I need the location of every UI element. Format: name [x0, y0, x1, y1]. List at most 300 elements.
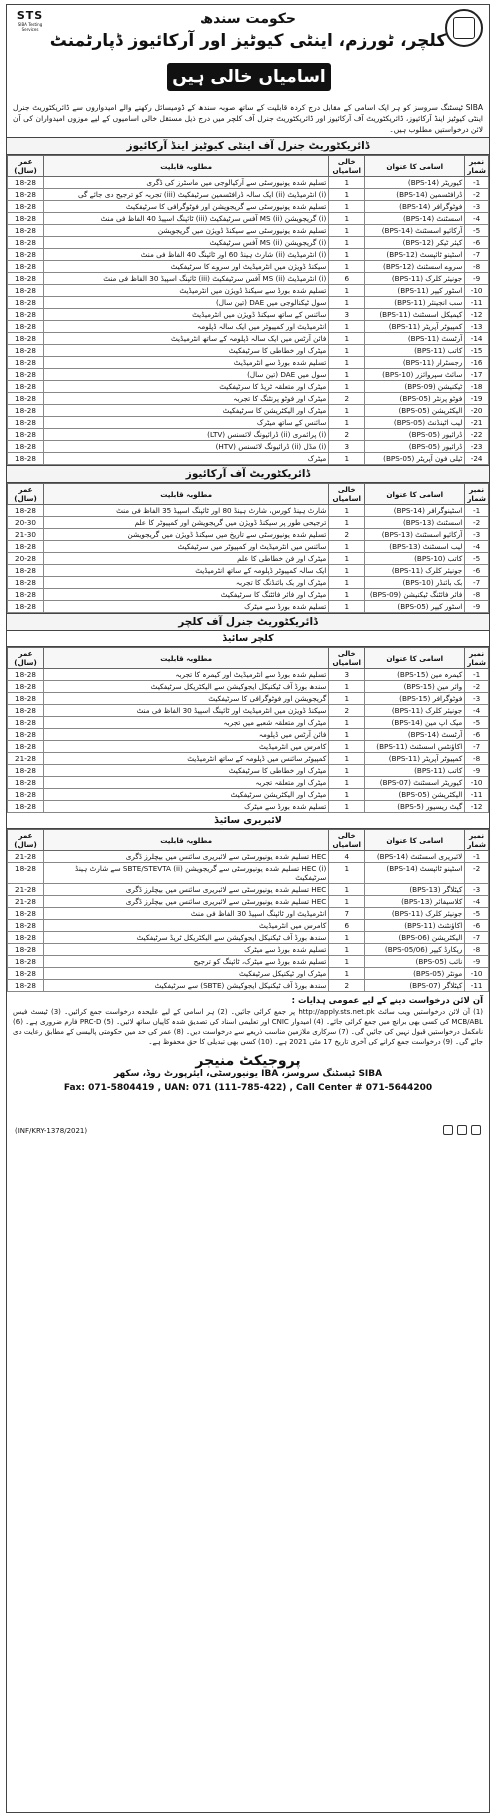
cell-sn: 2- [465, 517, 489, 529]
cell-sn: 4- [465, 896, 489, 908]
cell-qualification: (i) انٹرمیڈیٹ (ii) شارٹ ہینڈ 60 اور ٹائپنگ 40 الفاظ فی منٹ [44, 249, 329, 261]
cell-vacancies: 1 [329, 357, 365, 369]
column-header-vacancies: خالی اسامیاں [329, 648, 365, 669]
table-row [8, 201, 489, 213]
cell-sn: 13- [465, 321, 489, 333]
intro-paragraph: SIBA ٹیسٹنگ سروسز کو ہر ایک اسامی کے مقابل درج کردہ قابلیت کے ساتھ صوبہ سندھ کے ڈومیسائل رکھنے والے امیدواروں سے ڈائریکٹوریٹ جنرل اینٹی کیوٹیز اینڈ آرکائیوز، ڈائریکٹوریٹ آف آرکائیوز اور ڈائریکٹوریٹ جنرل آف کلچر میں درج ذیل مستقل خالی اسامیوں کے لیے موزوں امیدواران کی آن لائن درخواستیں مطلوب ہیں۔ [13, 103, 483, 134]
cell-post: کاتب (BPS-11) [365, 765, 465, 777]
section-title: ڈائریکٹوریٹ جنرل آف کلچر [7, 613, 489, 631]
subsection-title: لائبریری سائیڈ [7, 813, 489, 829]
cell-post: نائب (BPS-05) [365, 956, 465, 968]
cell-vacancies: 1 [329, 177, 365, 189]
table-row [8, 297, 489, 309]
cell-sn: 20- [465, 405, 489, 417]
cell-age: 18-28 [8, 565, 44, 577]
cell-post: آرٹسٹ (BPS-11) [365, 333, 465, 345]
cell-qualification: سیکنڈ ڈویژن میں انٹرمیڈیٹ اور سروے کا سرٹیفکیٹ [44, 261, 329, 273]
cell-sn: 21- [465, 417, 489, 429]
cell-post: جونیئر کلرک (BPS-11) [365, 705, 465, 717]
cell-qualification: میٹرک اور الیکٹریشن سرٹیفکیٹ [44, 789, 329, 801]
cell-sn: 5- [465, 908, 489, 920]
table-row [8, 920, 489, 932]
cell-qualification: کمپیوٹر سائنس میں ڈپلومہ کے ساتھ انٹرمیڈیٹ [44, 753, 329, 765]
cell-qualification: سائنس کے ساتھ میٹرک [44, 417, 329, 429]
table-row [8, 333, 489, 345]
cell-post: سائٹ سپروائزر (BPS-10) [365, 369, 465, 381]
cell-age: 18-28 [8, 920, 44, 932]
cell-vacancies: 1 [329, 789, 365, 801]
cell-age: 20-28 [8, 553, 44, 565]
cell-age: 18-28 [8, 357, 44, 369]
cell-age: 18-28 [8, 237, 44, 249]
cell-sn: 11- [465, 297, 489, 309]
cell-post: لائبریری اسسٹنٹ (BPS-14) [365, 851, 465, 863]
cell-qualification: گریجویشن اور فوٹوگرافی کا سرٹیفکیٹ [44, 693, 329, 705]
cell-vacancies: 1 [329, 741, 365, 753]
cell-post: فوٹوگرافر (BPS-14) [365, 201, 465, 213]
table-row [8, 896, 489, 908]
cell-vacancies: 1 [329, 956, 365, 968]
cell-age: 18-28 [8, 541, 44, 553]
cell-age: 18-28 [8, 956, 44, 968]
cell-sn: 2- [465, 189, 489, 201]
cell-vacancies: 1 [329, 237, 365, 249]
cell-sn: 5- [465, 225, 489, 237]
cell-sn: 15- [465, 345, 489, 357]
cell-age: 18-28 [8, 765, 44, 777]
table-row [8, 369, 489, 381]
cell-qualification: تسلیم شدہ بورڈ سے انٹرمیڈیٹ اور کیمرہ کا تجربہ [44, 669, 329, 681]
cell-post: بک بائنڈر (BPS-10) [365, 577, 465, 589]
cell-vacancies: 1 [329, 189, 365, 201]
table-row [8, 505, 489, 517]
cell-post: جونیئر کلرک (BPS-11) [365, 273, 465, 285]
cell-age: 21-28 [8, 884, 44, 896]
cell-post: کیوریٹر اسسٹنٹ (BPS-07) [365, 777, 465, 789]
cell-vacancies: 2 [329, 705, 365, 717]
subsection-title: کلچر سائیڈ [7, 631, 489, 647]
cell-age: 18-28 [8, 261, 44, 273]
table-row [8, 429, 489, 441]
cell-post: اسٹینو ٹائپسٹ (BPS-14) [365, 863, 465, 884]
cell-age: 18-28 [8, 201, 44, 213]
cell-sn: 5- [465, 553, 489, 565]
cell-sn: 7- [465, 741, 489, 753]
cell-sn: 3- [465, 693, 489, 705]
cell-post: جونیئر کلرک (BPS-11) [365, 565, 465, 577]
cell-qualification: شارٹ ہینڈ کورس، شارٹ ہینڈ 80 اور ٹائپنگ اسپیڈ 35 الفاظ فی منٹ [44, 505, 329, 517]
table-row [8, 189, 489, 201]
table-row [8, 601, 489, 613]
cell-vacancies: 1 [329, 541, 365, 553]
table-row [8, 357, 489, 369]
table-header-row [8, 156, 489, 177]
cell-vacancies: 1 [329, 944, 365, 956]
cell-age: 18-28 [8, 417, 44, 429]
cell-vacancies: 1 [329, 681, 365, 693]
cell-sn: 1- [465, 669, 489, 681]
cell-age: 18-28 [8, 429, 44, 441]
cell-vacancies: 1 [329, 405, 365, 417]
table-row [8, 681, 489, 693]
cell-age: 18-28 [8, 273, 44, 285]
cell-qualification: سندھ بورڈ آف ٹیکنیکل ایجوکیشن سے الیکٹریکل ٹریڈ سرٹیفکیٹ [44, 932, 329, 944]
instructions-title: آن لائن درخواست دینے کے لیے عمومی ہدایات : [291, 996, 483, 1006]
cell-sn: 7- [465, 577, 489, 589]
cell-qualification: کامرس میں انٹرمیڈیٹ [44, 920, 329, 932]
table-row [8, 589, 489, 601]
section-title: ڈائریکٹوریٹ آف آرکائیوز [7, 465, 489, 483]
footer [7, 1047, 489, 1139]
table-row [8, 729, 489, 741]
table-row [8, 249, 489, 261]
cell-age: 18-28 [8, 249, 44, 261]
cell-post: رجسٹرار (BPS-11) [365, 357, 465, 369]
cell-sn: 14- [465, 333, 489, 345]
column-header-post: اسامی کا عنوان [365, 648, 465, 669]
cell-qualification: (i) گریجویشن (ii) MS آفس سرٹیفکیٹ [44, 237, 329, 249]
cell-qualification: تسلیم شدہ یونیورسٹی سے گریجویشن اور فوٹوگرافی کا سرٹیفکیٹ [44, 201, 329, 213]
cell-vacancies: 1 [329, 884, 365, 896]
cell-age: 18-28 [8, 601, 44, 613]
column-header-sn: نمبر شمار [465, 156, 489, 177]
cell-qualification: تسلیم شدہ بورڈ سے میٹرک، ٹائپنگ کو ترجیح [44, 956, 329, 968]
cell-post: آرٹسٹ (BPS-14) [365, 729, 465, 741]
cell-qualification: میٹرک اور متعلقہ ٹریڈ کا سرٹیفکیٹ [44, 381, 329, 393]
cell-vacancies: 1 [329, 729, 365, 741]
cell-qualification: HEC تسلیم شدہ یونیورسٹی سے لائبریری سائنس میں بیچلرز ڈگری [44, 851, 329, 863]
cell-post: سب انجینئر (BPS-11) [365, 297, 465, 309]
cell-vacancies: 1 [329, 333, 365, 345]
table-row [8, 237, 489, 249]
cell-qualification: سول ٹیکنالوجی میں DAE (تین سال) [44, 297, 329, 309]
section-title: ڈائریکٹوریٹ جنرل آف اینٹی کیوٹیز اینڈ آرکائیوز [7, 137, 489, 155]
cell-post: فوٹوگرافر (BPS-15) [365, 693, 465, 705]
cell-vacancies: 1 [329, 717, 365, 729]
column-header-vacancies: خالی اسامیاں [329, 830, 365, 851]
table-row [8, 213, 489, 225]
cell-post: اسسٹنٹ (BPS-14) [365, 213, 465, 225]
cell-post: اسٹور کیپر (BPS-11) [365, 285, 465, 297]
cell-vacancies: 4 [329, 851, 365, 863]
cell-age: 21-30 [8, 529, 44, 541]
cell-vacancies: 1 [329, 369, 365, 381]
cell-age: 18-28 [8, 369, 44, 381]
cell-post: کیمیکل اسسٹنٹ (BPS-11) [365, 309, 465, 321]
table-row [8, 577, 489, 589]
cell-sn: 11- [465, 980, 489, 992]
cell-qualification: ایک سالہ کمپیوٹر ڈپلومہ کے ساتھ انٹرمیڈیٹ [44, 565, 329, 577]
table-row [8, 851, 489, 863]
vacancy-table [7, 155, 489, 465]
cell-age: 18-28 [8, 453, 44, 465]
cell-post: کلاسیفائر (BPS-13) [365, 896, 465, 908]
cell-age: 18-28 [8, 177, 44, 189]
cell-sn: 6- [465, 729, 489, 741]
cell-qualification: HEC تسلیم شدہ یونیورسٹی سے لائبریری سائنس میں بیچلرز ڈگری [44, 884, 329, 896]
cell-vacancies: 2 [329, 529, 365, 541]
cell-age: 18-28 [8, 213, 44, 225]
cell-qualification: میٹرک اور فائر فائٹنگ کا سرٹیفکیٹ [44, 589, 329, 601]
cell-qualification: تسلیم شدہ بورڈ سے انٹرمیڈیٹ [44, 357, 329, 369]
table-row [8, 944, 489, 956]
project-manager-title: پروجیکٹ منیجر [195, 1053, 301, 1069]
cell-post: کمپیوٹر آپریٹر (BPS-11) [365, 321, 465, 333]
government-title: حکومت سندھ [199, 11, 297, 27]
table-row [8, 381, 489, 393]
cell-age: 18-28 [8, 705, 44, 717]
cell-age: 18-28 [8, 863, 44, 884]
table-row [8, 309, 489, 321]
cell-post: وائر مین (BPS-15) [365, 681, 465, 693]
cell-sn: 16- [465, 357, 489, 369]
cell-sn: 8- [465, 261, 489, 273]
vacancy-table [7, 647, 489, 813]
cell-age: 18-28 [8, 693, 44, 705]
cell-sn: 22- [465, 429, 489, 441]
cell-qualification: تسلیم شدہ بورڈ سے میٹرک [44, 801, 329, 813]
cell-age: 18-28 [8, 505, 44, 517]
table-row [8, 285, 489, 297]
cell-qualification: سیکنڈ ڈویژن میں انٹرمیڈیٹ اور ٹائپنگ اسپیڈ 30 الفاظ فی منٹ [44, 705, 329, 717]
cell-post: گیٹ ریسیور (BPS-5) [365, 801, 465, 813]
cell-age: 18-28 [8, 189, 44, 201]
cell-age: 18-28 [8, 333, 44, 345]
cell-vacancies: 1 [329, 297, 365, 309]
column-header-qualification: مطلوبہ قابلیت [44, 484, 329, 505]
cell-post: فوٹو پرنٹر (BPS-05) [365, 393, 465, 405]
table-row [8, 968, 489, 980]
reference-number: (INF/KRY-1378/2021) [15, 1127, 88, 1135]
column-header-post: اسامی کا عنوان [365, 830, 465, 851]
cell-qualification: تسلیم شدہ بورڈ سے سیکنڈ ڈویژن میں انٹرمیڈیٹ [44, 285, 329, 297]
cell-qualification: (i) انٹرمیڈیٹ (ii) MS آفس سرٹیفکیٹ (iii) ٹائپنگ اسپیڈ 30 الفاظ فی منٹ [44, 273, 329, 285]
cell-vacancies: 1 [329, 753, 365, 765]
cell-sn: 9- [465, 765, 489, 777]
cell-sn: 12- [465, 309, 489, 321]
cell-post: اسٹینوگرافر (BPS-14) [365, 505, 465, 517]
cell-sn: 6- [465, 920, 489, 932]
cell-vacancies: 1 [329, 577, 365, 589]
cell-qualification: میٹرک اور الیکٹریشن کا سرٹیفکیٹ [44, 405, 329, 417]
table-row [8, 932, 489, 944]
cell-post: ڈرافٹسمین (BPS-14) [365, 189, 465, 201]
cell-sn: 2- [465, 863, 489, 884]
cell-age: 18-28 [8, 393, 44, 405]
cell-age: 18-28 [8, 717, 44, 729]
cell-age: 18-28 [8, 777, 44, 789]
cell-vacancies: 1 [329, 225, 365, 237]
cell-post: الیکٹریشن (BPS-05) [365, 789, 465, 801]
cell-age: 21-28 [8, 896, 44, 908]
table-header-row [8, 648, 489, 669]
table-row [8, 565, 489, 577]
cell-post: ٹیکنیشن (BPS-09) [365, 381, 465, 393]
cell-vacancies: 1 [329, 453, 365, 465]
cell-post: ڈرائیور (BPS-05) [365, 441, 465, 453]
cell-vacancies: 1 [329, 285, 365, 297]
cell-age: 18-28 [8, 944, 44, 956]
cell-sn: 8- [465, 589, 489, 601]
cell-age: 18-28 [8, 589, 44, 601]
cell-sn: 23- [465, 441, 489, 453]
cell-vacancies: 1 [329, 517, 365, 529]
cell-post: جونیئر کلرک (BPS-11) [365, 908, 465, 920]
table-row [8, 225, 489, 237]
cell-vacancies: 2 [329, 980, 365, 992]
vacancy-sections [7, 137, 489, 992]
cell-sn: 9- [465, 273, 489, 285]
table-row [8, 741, 489, 753]
cell-post: کاتب (BPS-10) [365, 553, 465, 565]
cell-post: اسٹینو ٹائپسٹ (BPS-12) [365, 249, 465, 261]
cell-vacancies: 1 [329, 896, 365, 908]
cell-vacancies: 1 [329, 601, 365, 613]
cell-qualification: میٹرک [44, 453, 329, 465]
cell-qualification: کامرس میں انٹرمیڈیٹ [44, 741, 329, 753]
cell-vacancies: 2 [329, 429, 365, 441]
social-icon [443, 1125, 453, 1135]
column-header-post: اسامی کا عنوان [365, 156, 465, 177]
cell-qualification: (i) گریجویشن (ii) MS آفس سرٹیفکیٹ (iii) ٹائپنگ اسپیڈ 40 الفاظ فی منٹ [44, 213, 329, 225]
table-row [8, 669, 489, 681]
cell-qualification: میٹرک اور ٹیکنیکل سرٹیفکیٹ [44, 968, 329, 980]
cell-qualification: میٹرک اور خطاطی کا سرٹیفکیٹ [44, 345, 329, 357]
cell-qualification: (i) انٹرمیڈیٹ (ii) ایک سالہ ڈرافٹسمین سرٹیفکیٹ (iii) تجربہ کو ترجیح دی جائے گی [44, 189, 329, 201]
social-icon [457, 1125, 467, 1135]
cell-post: آرکائیو اسسٹنٹ (BPS-13) [365, 529, 465, 541]
cell-post: کیٹلاگر (BPS-13) [365, 884, 465, 896]
cell-sn: 19- [465, 393, 489, 405]
cell-post: ریکارڈ کیپر (BPS-05/06) [365, 944, 465, 956]
footer-icons [443, 1125, 481, 1135]
cell-qualification: سائنس کے ساتھ سیکنڈ ڈویژن میں انٹرمیڈیٹ [44, 309, 329, 321]
cell-age: 18-28 [8, 932, 44, 944]
cell-post: اکاؤنٹس اسسٹنٹ (BPS-11) [365, 741, 465, 753]
cell-sn: 1- [465, 505, 489, 517]
cell-age: 18-28 [8, 741, 44, 753]
cell-qualification: میٹرک اور متعلقہ شعبے میں تجربہ [44, 717, 329, 729]
cell-vacancies: 1 [329, 968, 365, 980]
cell-vacancies: 3 [329, 309, 365, 321]
cell-vacancies: 1 [329, 765, 365, 777]
cell-age: 18-28 [8, 405, 44, 417]
cell-qualification: (i) HEC تسلیم شدہ یونیورسٹی سے گریجویشن (ii) SBTE/STEVTA سے شارٹ ہینڈ سرٹیفکیٹ [44, 863, 329, 884]
column-header-age: عمر (سال) [8, 648, 44, 669]
header [7, 5, 489, 100]
table-row [8, 777, 489, 789]
cell-vacancies: 1 [329, 801, 365, 813]
table-row [8, 717, 489, 729]
cell-post: کیئر ٹیکر (BPS-12) [365, 237, 465, 249]
cell-vacancies: 3 [329, 441, 365, 453]
table-row [8, 261, 489, 273]
cell-age: 18-28 [8, 321, 44, 333]
organization-address: SIBA ٹیسٹنگ سروسز، IBA یونیورسٹی، ایئرپورٹ روڈ، سکھر [113, 1069, 383, 1079]
cell-post: ٹیلی فون آپریٹر (BPS-05) [365, 453, 465, 465]
cell-age: 18-28 [8, 345, 44, 357]
cell-vacancies: 1 [329, 565, 365, 577]
vacancy-table [7, 483, 489, 613]
cell-sn: 7- [465, 932, 489, 944]
cell-qualification: سائنس میں انٹرمیڈیٹ اور کمپیوٹر میں سرٹیفکیٹ [44, 541, 329, 553]
cell-qualification: میٹرک اور بک بائنڈنگ کا تجربہ [44, 577, 329, 589]
column-header-vacancies: خالی اسامیاں [329, 156, 365, 177]
cell-vacancies: 1 [329, 201, 365, 213]
cell-age: 18-28 [8, 669, 44, 681]
cell-post: آرکائیو اسسٹنٹ (BPS-14) [365, 225, 465, 237]
cell-age: 20-30 [8, 517, 44, 529]
cell-age: 21-28 [8, 851, 44, 863]
table-row [8, 321, 489, 333]
cell-age: 18-28 [8, 441, 44, 453]
cell-post: الیکٹریشن (BPS-06) [365, 932, 465, 944]
cell-age: 18-28 [8, 729, 44, 741]
cell-age: 18-28 [8, 789, 44, 801]
cell-vacancies: 6 [329, 920, 365, 932]
cell-sn: 17- [465, 369, 489, 381]
cell-vacancies: 7 [329, 908, 365, 920]
cell-post: کیوریٹر (BPS-14) [365, 177, 465, 189]
table-row [8, 553, 489, 565]
cell-qualification: انٹرمیڈیٹ اور کمپیوٹر میں ایک سالہ ڈپلومہ [44, 321, 329, 333]
column-header-vacancies: خالی اسامیاں [329, 484, 365, 505]
cell-qualification: ترجیحی طور پر سیکنڈ ڈویژن میں گریجویشن اور کمپیوٹر کا علم [44, 517, 329, 529]
cell-sn: 11- [465, 789, 489, 801]
cell-sn: 10- [465, 777, 489, 789]
cell-sn: 3- [465, 884, 489, 896]
table-row [8, 345, 489, 357]
table-header-row [8, 484, 489, 505]
table-row [8, 908, 489, 920]
cell-post: اسسٹنٹ (BPS-13) [365, 517, 465, 529]
cell-qualification: سندھ بورڈ آف ٹیکنیکل ایجوکیشن سے الیکٹریکل سرٹیفکیٹ [44, 681, 329, 693]
cell-sn: 8- [465, 753, 489, 765]
cell-sn: 6- [465, 237, 489, 249]
cell-vacancies: 2 [329, 393, 365, 405]
logo-text: STS [16, 9, 44, 22]
cell-post: لیب اسسٹنٹ (BPS-13) [365, 541, 465, 553]
cell-qualification: (i) مڈل (ii) ڈرائیونگ لائسنس (HTV) [44, 441, 329, 453]
cell-post: الیکٹریشن (BPS-05) [365, 405, 465, 417]
cell-sn: 7- [465, 249, 489, 261]
table-row [8, 541, 489, 553]
column-header-sn: نمبر شمار [465, 648, 489, 669]
cell-sn: 4- [465, 213, 489, 225]
advertisement-page [6, 4, 490, 1813]
cell-vacancies: 6 [329, 273, 365, 285]
vacancy-table [7, 829, 489, 992]
cell-vacancies: 1 [329, 261, 365, 273]
cell-qualification: میٹرک اور فوٹو پرنٹنگ کا تجربہ [44, 393, 329, 405]
cell-qualification: میٹرک اور خطاطی کا سرٹیفکیٹ [44, 765, 329, 777]
cell-vacancies: 1 [329, 417, 365, 429]
cell-post: سروے اسسٹنٹ (BPS-12) [365, 261, 465, 273]
cell-vacancies: 1 [329, 345, 365, 357]
column-header-qualification: مطلوبہ قابلیت [44, 830, 329, 851]
table-row [8, 956, 489, 968]
table-row [8, 393, 489, 405]
column-header-age: عمر (سال) [8, 156, 44, 177]
cell-sn: 4- [465, 705, 489, 717]
cell-sn: 8- [465, 944, 489, 956]
cell-age: 18-28 [8, 577, 44, 589]
column-header-qualification: مطلوبہ قابلیت [44, 648, 329, 669]
cell-post: اکاؤنٹنٹ (BPS-11) [365, 920, 465, 932]
cell-age: 18-28 [8, 980, 44, 992]
table-row [8, 273, 489, 285]
cell-sn: 4- [465, 541, 489, 553]
